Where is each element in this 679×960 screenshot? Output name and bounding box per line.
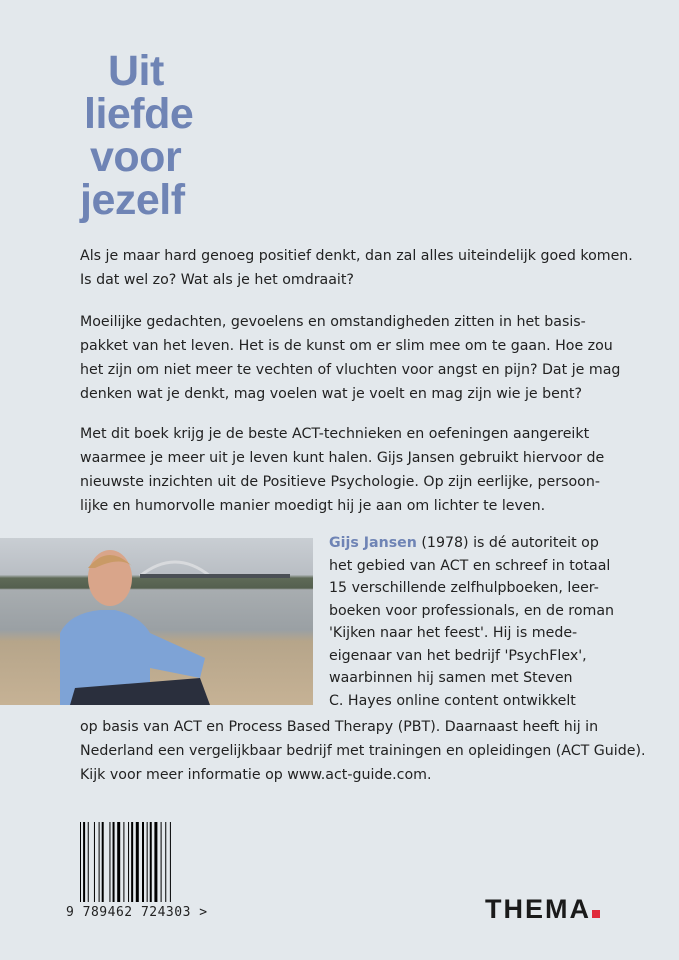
text-line: 15 verschillende zelfhulpboeken, leer-	[329, 580, 599, 596]
logo-square-icon	[592, 910, 600, 918]
text-line: Moeilijke gedachten, gevoelens en omstandigheden zitten in het basis-	[80, 314, 586, 330]
book-title	[80, 47, 194, 224]
barcode-bar	[136, 822, 139, 902]
barcode-bar	[131, 822, 133, 902]
text-line: Kijk voor meer informatie op www.act-guide.com.	[80, 767, 432, 783]
blurb-paragraph	[80, 244, 633, 292]
barcode-bar	[88, 822, 89, 902]
text-line: boeken voor professionals, en de roman	[329, 602, 615, 619]
text-line: 'Kijken naar het feest'. Hij is mede-	[329, 625, 578, 641]
text-line: pakket van het leven. Het is de kunst om er slim mee om te gaan. Hoe zou	[80, 338, 613, 354]
author-name: Gijs Jansen	[329, 535, 417, 551]
text-line: denken wat je denkt, mag voelen wat je voelt en mag zijn wie je bent?	[80, 386, 582, 402]
isbn-barcode	[80, 822, 205, 902]
barcode-bar	[165, 822, 166, 902]
barcode-bar	[128, 822, 129, 902]
barcode-bar	[123, 822, 124, 902]
isbn-number: 9 789462 724303 >	[66, 905, 208, 920]
barcode-bar	[161, 822, 162, 902]
blurb-paragraph	[80, 310, 620, 406]
text-line: Is dat wel zo? Wat als je het omdraait?	[80, 272, 354, 288]
barcode-bar	[117, 822, 120, 902]
barcode-bar	[94, 822, 95, 902]
publisher-name: THEMA	[485, 894, 591, 924]
barcode-bar	[147, 822, 148, 902]
barcode-bar	[102, 822, 104, 902]
barcode-bar	[142, 822, 144, 902]
text-line: waarmee je meer uit je leven kunt halen. Gijs Jansen gebruikt hiervoor de	[80, 450, 605, 466]
author-bio	[329, 532, 614, 712]
barcode-bar	[113, 822, 115, 902]
author-bio-continued	[80, 715, 646, 787]
text-line: Als je maar hard genoeg positief denkt, dan zal alles uiteindelijk goed komen.	[80, 248, 633, 264]
text-line: nieuwste inzichten uit de Positieve Psychologie. Op zijn eerlijke, persoon-	[80, 474, 600, 490]
text-line: eigenaar van het bedrijf 'PsychFlex',	[329, 647, 587, 664]
barcode-bar	[170, 822, 171, 902]
text-line: het zijn om niet meer te vechten of vluchten voor angst en pijn? Dat je mag	[80, 362, 621, 378]
blurb-paragraph	[80, 422, 604, 518]
text-line: lijke en humorvolle manier moedigt hij je aan om lichter te leven.	[80, 498, 546, 514]
text-line: Nederland een vergelijkbaar bedrijf met trainingen en opleidingen (ACT Guide).	[80, 743, 646, 759]
barcode-bar	[150, 822, 152, 902]
text-line: het gebied van ACT en schreef in totaal	[329, 557, 611, 574]
barcode-bar	[99, 822, 100, 902]
title-line: Uit	[108, 47, 164, 95]
text-line: op basis van ACT en Process Based Therapy (PBT). Daarnaast heeft hij in	[80, 719, 599, 735]
barcode-bar	[109, 822, 110, 902]
text-line: Met dit boek krijg je de beste ACT-technieken en oefeningen aangereikt	[80, 426, 590, 442]
text-line: C. Hayes online content ontwikkelt	[329, 692, 576, 709]
title-line: jezelf	[80, 176, 185, 224]
publisher-logo	[485, 894, 600, 925]
title-line: liefde	[84, 90, 194, 138]
title-line: voor	[90, 133, 182, 181]
text-line: (1978) is dé autoriteit op	[416, 535, 599, 551]
author-photo	[0, 538, 313, 705]
barcode-bar	[83, 822, 85, 902]
barcode-bar	[154, 822, 157, 902]
barcode-bar	[80, 822, 81, 902]
text-line: waarbinnen hij samen met Steven	[329, 670, 573, 686]
